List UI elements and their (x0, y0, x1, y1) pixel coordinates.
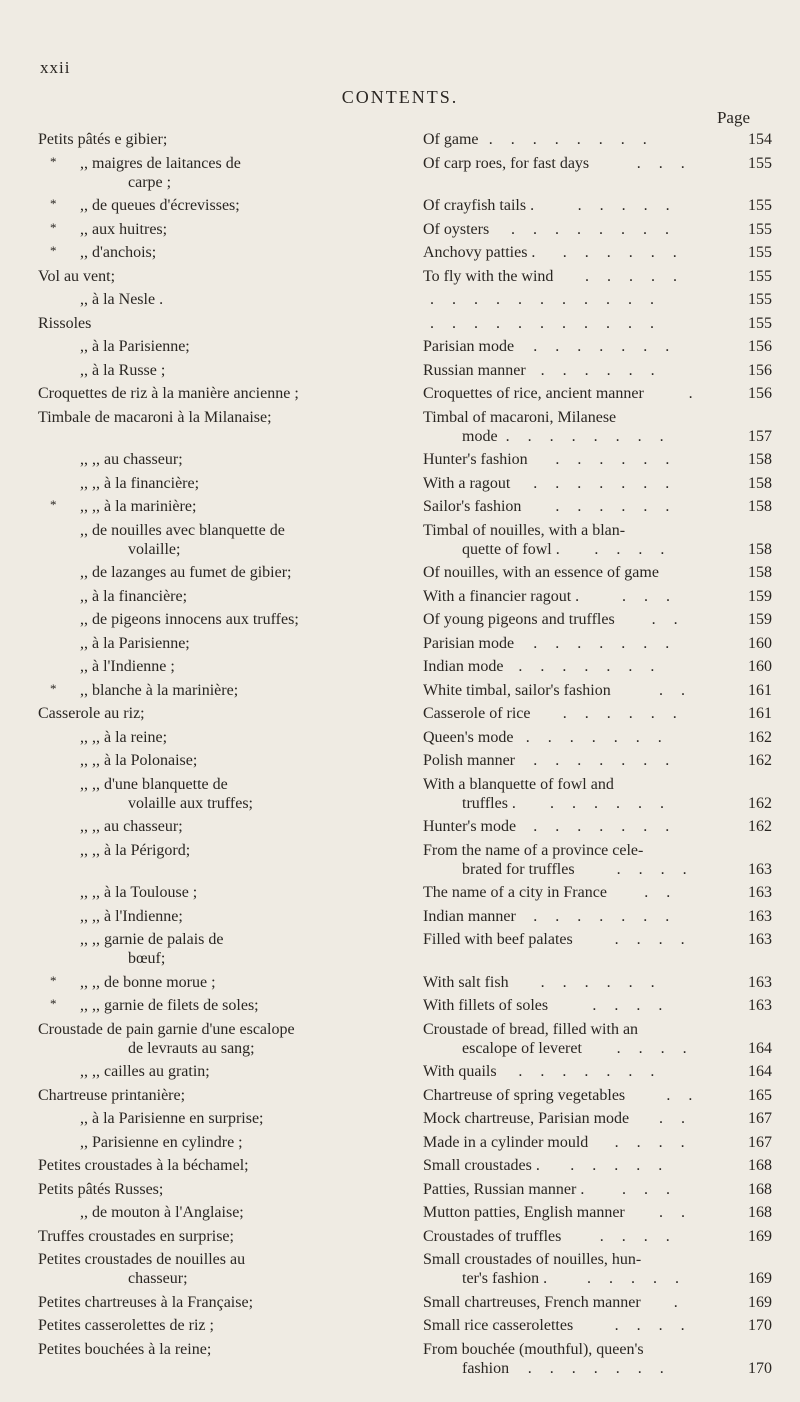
page-number: 170 (748, 1359, 772, 1377)
french-title: ,, à la Parisienne; (80, 338, 190, 355)
leader-dots: .... (614, 1317, 703, 1334)
page-number: 155 (748, 244, 772, 261)
contents-entry (0, 267, 800, 291)
contents-entry (0, 1293, 800, 1317)
leader-dots: .... (616, 1039, 705, 1057)
contents-entry (0, 1156, 800, 1180)
page-number: 156 (748, 385, 772, 402)
page-number: 158 (748, 564, 772, 581)
french-title: volaille aux truffes; (128, 794, 253, 812)
page-number: 156 (748, 338, 772, 355)
leader-dots: ...... (540, 361, 673, 379)
english-title: White timbal, sailor's fashion (423, 681, 611, 699)
french-title: ,, à la Nesle . (80, 291, 164, 308)
english-title: Of carp roes, for fast days (423, 154, 590, 172)
contents-entry (0, 883, 800, 907)
english-title: From bouchée (mouthful), queen's (423, 1340, 644, 1358)
french-title: ,, ,, à la Polonaise; (80, 752, 198, 769)
contents-entry (0, 1316, 800, 1340)
leader-dots: ...... (562, 705, 695, 722)
contents-entry (0, 907, 800, 931)
page-number: 163 (748, 931, 772, 948)
page-number: 167 (748, 1110, 772, 1127)
page-number: 155 (748, 267, 772, 285)
leader-dots: . (688, 385, 711, 402)
french-title: Petites croustades de nouilles au (38, 1251, 246, 1268)
french-title: ,, à l'Indienne ; (80, 658, 175, 675)
french-title: ,, ,, au chasseur; (80, 451, 183, 468)
contents-entry (0, 817, 800, 841)
english-title: Patties, Russian manner . (423, 1180, 585, 1198)
english-title: Polish manner (423, 752, 515, 769)
leader-dots: ... (636, 154, 703, 172)
page-number: 163 (748, 907, 772, 925)
leader-dots: .... (594, 540, 683, 558)
french-title: bœuf; (128, 950, 166, 967)
page-number: 169 (748, 1270, 772, 1287)
leader-dots: .. (659, 1110, 703, 1127)
leader-dots: .. (659, 681, 703, 699)
contents-entry (0, 775, 800, 818)
leader-dots: ..... (585, 267, 695, 285)
asterisk-mark: * (50, 497, 57, 512)
french-title: ,, de mouton à l'Anglaise; (80, 1204, 244, 1221)
french-title: Chartreuse printanière; (38, 1086, 186, 1104)
page-number: 162 (748, 728, 772, 746)
page-column-label: Page (716, 108, 750, 127)
english-title: Made in a cylinder mould (423, 1133, 589, 1151)
leader-dots: ....... (518, 1063, 673, 1080)
french-title: ,, à la financière; (80, 587, 188, 605)
leader-dots: .. (666, 1086, 711, 1104)
page-number: 157 (748, 427, 772, 445)
page-header: CONTENTS. (341, 87, 459, 107)
page-number: 155 (748, 314, 772, 332)
english-title: Timbal of nouilles, with a blan- (423, 521, 626, 539)
contents-list (0, 130, 800, 1382)
contents-entry (0, 1133, 800, 1157)
english-title: With a blanquette of fowl and (423, 775, 614, 793)
english-title: With a financier ragout . (423, 587, 580, 605)
asterisk-mark: * (50, 219, 57, 235)
french-title: ,, de lazanges au fumet de gibier; (80, 564, 292, 581)
french-title: ,, à la Parisienne; (80, 634, 190, 652)
leader-dots: ........... (430, 314, 672, 332)
leader-dots: ....... (533, 474, 688, 492)
english-title: Small rice casserolettes (423, 1317, 574, 1334)
page-number: 162 (748, 794, 772, 812)
french-title: carpe ; (128, 173, 172, 191)
leader-dots: ....... (533, 634, 688, 652)
english-title: Indian mode (423, 658, 504, 675)
english-title: Croustade of bread, filled with an (423, 1020, 639, 1038)
english-title: Anchovy patties . (423, 244, 536, 261)
french-title: Croustade de pain garnie d'une escalope (38, 1020, 295, 1038)
contents-entry (0, 1020, 800, 1063)
contents-entry (0, 587, 800, 611)
page-number: 163 (748, 973, 772, 991)
page-number: 163 (748, 884, 772, 901)
leader-dots: .. (644, 884, 689, 901)
asterisk-mark: * (50, 196, 57, 211)
french-title: Petites croustades à la béchamel; (38, 1157, 249, 1174)
french-title: ,, de pigeons innocens aux truffes; (80, 611, 299, 628)
page-number: 162 (748, 818, 772, 835)
page-number: 160 (748, 658, 772, 675)
english-title: Parisian mode (423, 634, 515, 652)
leader-dots: ....... (527, 1359, 682, 1377)
page-number: 154 (748, 131, 772, 148)
contents-entry (0, 728, 800, 752)
contents-entry (0, 474, 800, 498)
english-title: Russian manner (423, 361, 526, 379)
page-number: 161 (748, 705, 772, 722)
english-title: To fly with the wind (423, 267, 554, 285)
contents-entry (0, 243, 800, 267)
english-title: Queen's mode (423, 728, 514, 746)
contents-entry (0, 130, 800, 154)
french-title: Petites casserolettes de riz ; (38, 1317, 214, 1334)
page-number: 161 (748, 681, 772, 699)
contents-entry (0, 196, 800, 220)
page-number: 169 (748, 1293, 772, 1311)
leader-dots: ..... (577, 197, 688, 214)
contents-entry (0, 154, 800, 197)
french-title: ,, de nouilles avec blanquette de (80, 521, 285, 539)
contents-entry (0, 996, 800, 1020)
contents-entry (0, 521, 800, 564)
english-title: Of crayfish tails . (423, 197, 535, 214)
contents-entry (0, 314, 800, 338)
page-number: 155 (748, 220, 772, 238)
contents-entry (0, 1062, 800, 1086)
english-title: quette of fowl . (462, 540, 560, 558)
page-number: 158 (748, 540, 772, 558)
page-number: 165 (748, 1086, 772, 1104)
english-title: Indian manner (423, 907, 516, 925)
english-title: Small chartreuses, French manner (423, 1293, 641, 1311)
page-number: 168 (748, 1157, 772, 1174)
english-title: Parisian mode (423, 338, 515, 355)
english-title: With salt fish (423, 973, 509, 991)
english-title: Sailor's fashion (423, 498, 522, 515)
french-title: ,, ,, à la reine; (80, 728, 168, 746)
page-number: 167 (748, 1133, 772, 1151)
page-number: 158 (748, 474, 772, 492)
english-title: The name of a city in France (423, 884, 607, 901)
french-title: ,, ,, à la financière; (80, 474, 200, 492)
english-title: Timbal of macaroni, Milanese (423, 408, 617, 426)
asterisk-mark: * (50, 680, 57, 696)
french-title: Petits pâtés e gibier; (38, 131, 168, 148)
page-number: 158 (748, 451, 772, 468)
english-title: Hunter's fashion (423, 451, 528, 468)
french-title: ,, à la Russe ; (80, 361, 166, 379)
asterisk-mark: * (50, 243, 57, 258)
leader-dots: ........ (505, 427, 682, 445)
leader-dots: .. (651, 611, 696, 628)
page-number: 162 (748, 752, 772, 769)
leader-dots: ....... (525, 728, 680, 746)
leader-dots: ... (622, 587, 688, 605)
leader-dots: ........... (430, 291, 672, 308)
english-title: Chartreuse of spring vegetables (423, 1086, 626, 1104)
french-title: ,, ,, de bonne morue ; (80, 973, 216, 991)
french-title: ,, aux huitres; (80, 220, 168, 238)
french-title: Petites chartreuses à la Française; (38, 1293, 254, 1311)
page-number: 168 (748, 1180, 772, 1198)
french-title: ,, ,, à la Toulouse ; (80, 884, 198, 901)
french-title: ,, ,, à l'Indienne; (80, 907, 183, 925)
english-title: truffles . (462, 794, 516, 812)
french-title: de levrauts au sang; (128, 1039, 255, 1057)
page-number: 156 (748, 361, 772, 379)
leader-dots: ..... (570, 1157, 681, 1174)
leader-dots: .... (614, 931, 703, 948)
english-title: Of nouilles, with an essence of game (423, 564, 659, 581)
english-title: Of oysters (423, 220, 490, 238)
page-number: 159 (748, 587, 772, 605)
contents-entry (0, 361, 800, 385)
contents-entry (0, 1180, 800, 1204)
asterisk-mark: * (50, 153, 57, 169)
french-title: ,, ,, d'une blanquette de (80, 775, 228, 793)
page-number: 163 (748, 860, 772, 878)
asterisk-mark: * (50, 996, 57, 1011)
french-title: chasseur; (128, 1270, 188, 1287)
english-title: mode (462, 427, 498, 445)
contents-entry (0, 1109, 800, 1133)
french-title: Casserole au riz; (38, 705, 145, 722)
contents-entry (0, 1250, 800, 1293)
contents-entry (0, 1203, 800, 1227)
english-title: From the name of a province cele- (423, 841, 644, 859)
english-title: With quails (423, 1063, 497, 1080)
leader-dots: ..... (587, 1270, 697, 1287)
french-title: ,, ,, à la Périgord; (80, 841, 191, 859)
page-number: 155 (748, 291, 772, 308)
leader-dots: ...... (555, 451, 688, 468)
french-title: ,, ,, au chasseur; (80, 818, 183, 835)
english-title: fashion (462, 1359, 510, 1377)
leader-dots: .... (616, 860, 705, 878)
page-number: 168 (748, 1204, 772, 1221)
contents-entry (0, 610, 800, 634)
french-title: Timbale de macaroni à la Milanaise; (38, 408, 272, 426)
leader-dots: ...... (550, 794, 682, 812)
leader-dots: ....... (518, 658, 673, 675)
contents-entry (0, 337, 800, 361)
leader-dots: . (673, 1293, 696, 1311)
contents-entry (0, 930, 800, 973)
contents-entry (0, 681, 800, 705)
english-title: Mock chartreuse, Parisian mode (423, 1110, 630, 1127)
english-title: Small croustades . (423, 1157, 540, 1174)
page-number: 169 (748, 1227, 772, 1245)
contents-entry (0, 634, 800, 658)
french-title: ,, ,, garnie de palais de (80, 931, 224, 948)
english-title: Of game (423, 131, 479, 148)
asterisk-mark: * (50, 972, 57, 988)
page-number: 164 (748, 1063, 772, 1080)
french-title: ,, à la Parisienne en surprise; (80, 1110, 264, 1127)
english-title: Filled with beef palates (423, 931, 573, 948)
english-title: Casserole of rice (423, 705, 531, 722)
contents-entry (0, 1340, 800, 1383)
page-number: 163 (748, 997, 772, 1014)
page-number: 160 (748, 634, 772, 652)
french-title: ,, ,, à la marinière; (80, 498, 197, 515)
french-title: Petits pâtés Russes; (38, 1180, 164, 1198)
english-title: ter's fashion . (462, 1270, 548, 1287)
leader-dots: ...... (562, 244, 695, 261)
leader-dots: .... (592, 997, 681, 1014)
leader-dots: ....... (533, 818, 688, 835)
leader-dots: ........ (488, 131, 665, 148)
page-number: 159 (748, 611, 772, 628)
contents-entry (0, 497, 800, 521)
contents-entry (0, 1086, 800, 1110)
leader-dots: ....... (533, 752, 688, 769)
french-title: Croquettes de riz à la manière ancienne ; (38, 385, 299, 402)
contents-entry (0, 450, 800, 474)
english-title: Croustades of truffles (423, 1227, 562, 1245)
english-title: brated for truffles (462, 860, 575, 878)
contents-entry (0, 973, 800, 997)
french-title: ,, d'anchois; (80, 244, 157, 261)
french-title: ,, Parisienne en cylindre ; (80, 1133, 243, 1151)
page-number: 164 (748, 1039, 772, 1057)
english-title: With fillets of soles (423, 997, 549, 1014)
leader-dots: ....... (533, 907, 688, 925)
page-number: 155 (748, 197, 772, 214)
french-title: ,, ,, cailles au gratin; (80, 1063, 210, 1080)
leader-dots: .... (614, 1133, 703, 1151)
french-title: Truffes croustades en surprise; (38, 1227, 234, 1245)
french-title: Petites bouchées à la reine; (38, 1340, 212, 1358)
contents-entry (0, 841, 800, 884)
contents-entry (0, 563, 800, 587)
english-title: Hunter's mode (423, 818, 517, 835)
french-title: ,, ,, garnie de filets de soles; (80, 997, 259, 1014)
french-title: Rissoles (38, 314, 92, 332)
page-number: 158 (748, 498, 772, 515)
leader-dots: ........ (511, 220, 687, 238)
page-number: 170 (748, 1317, 772, 1334)
leader-dots: .. (659, 1204, 703, 1221)
english-title: With a ragout (423, 474, 511, 492)
contents-entry (0, 384, 800, 408)
page-number: 155 (748, 154, 772, 172)
french-title: Vol au vent; (38, 267, 116, 285)
contents-entry (0, 1227, 800, 1251)
leader-dots: ... (622, 1180, 688, 1198)
folio: xxii (40, 58, 71, 77)
english-title: Mutton patties, English manner (423, 1204, 625, 1221)
english-title: Small croustades of nouilles, hun- (423, 1251, 642, 1268)
contents-entry (0, 751, 800, 775)
english-title: Of young pigeons and truffles (423, 611, 615, 628)
contents-entry (0, 657, 800, 681)
french-title: ,, de queues d'écrevisses; (80, 197, 240, 214)
english-title: escalope of leveret (462, 1039, 582, 1057)
contents-entry (0, 290, 800, 314)
french-title: volaille; (128, 540, 181, 558)
contents-entry (0, 220, 800, 244)
leader-dots: .... (599, 1227, 688, 1245)
leader-dots: ...... (555, 498, 688, 515)
contents-entry (0, 408, 800, 451)
english-title: Croquettes of rice, ancient manner (423, 385, 644, 402)
leader-dots: ...... (540, 973, 673, 991)
leader-dots: ....... (533, 338, 688, 355)
french-title: ,, maigres de laitances de (80, 154, 241, 172)
french-title: ,, blanche à la marinière; (80, 681, 239, 699)
contents-entry (0, 704, 800, 728)
